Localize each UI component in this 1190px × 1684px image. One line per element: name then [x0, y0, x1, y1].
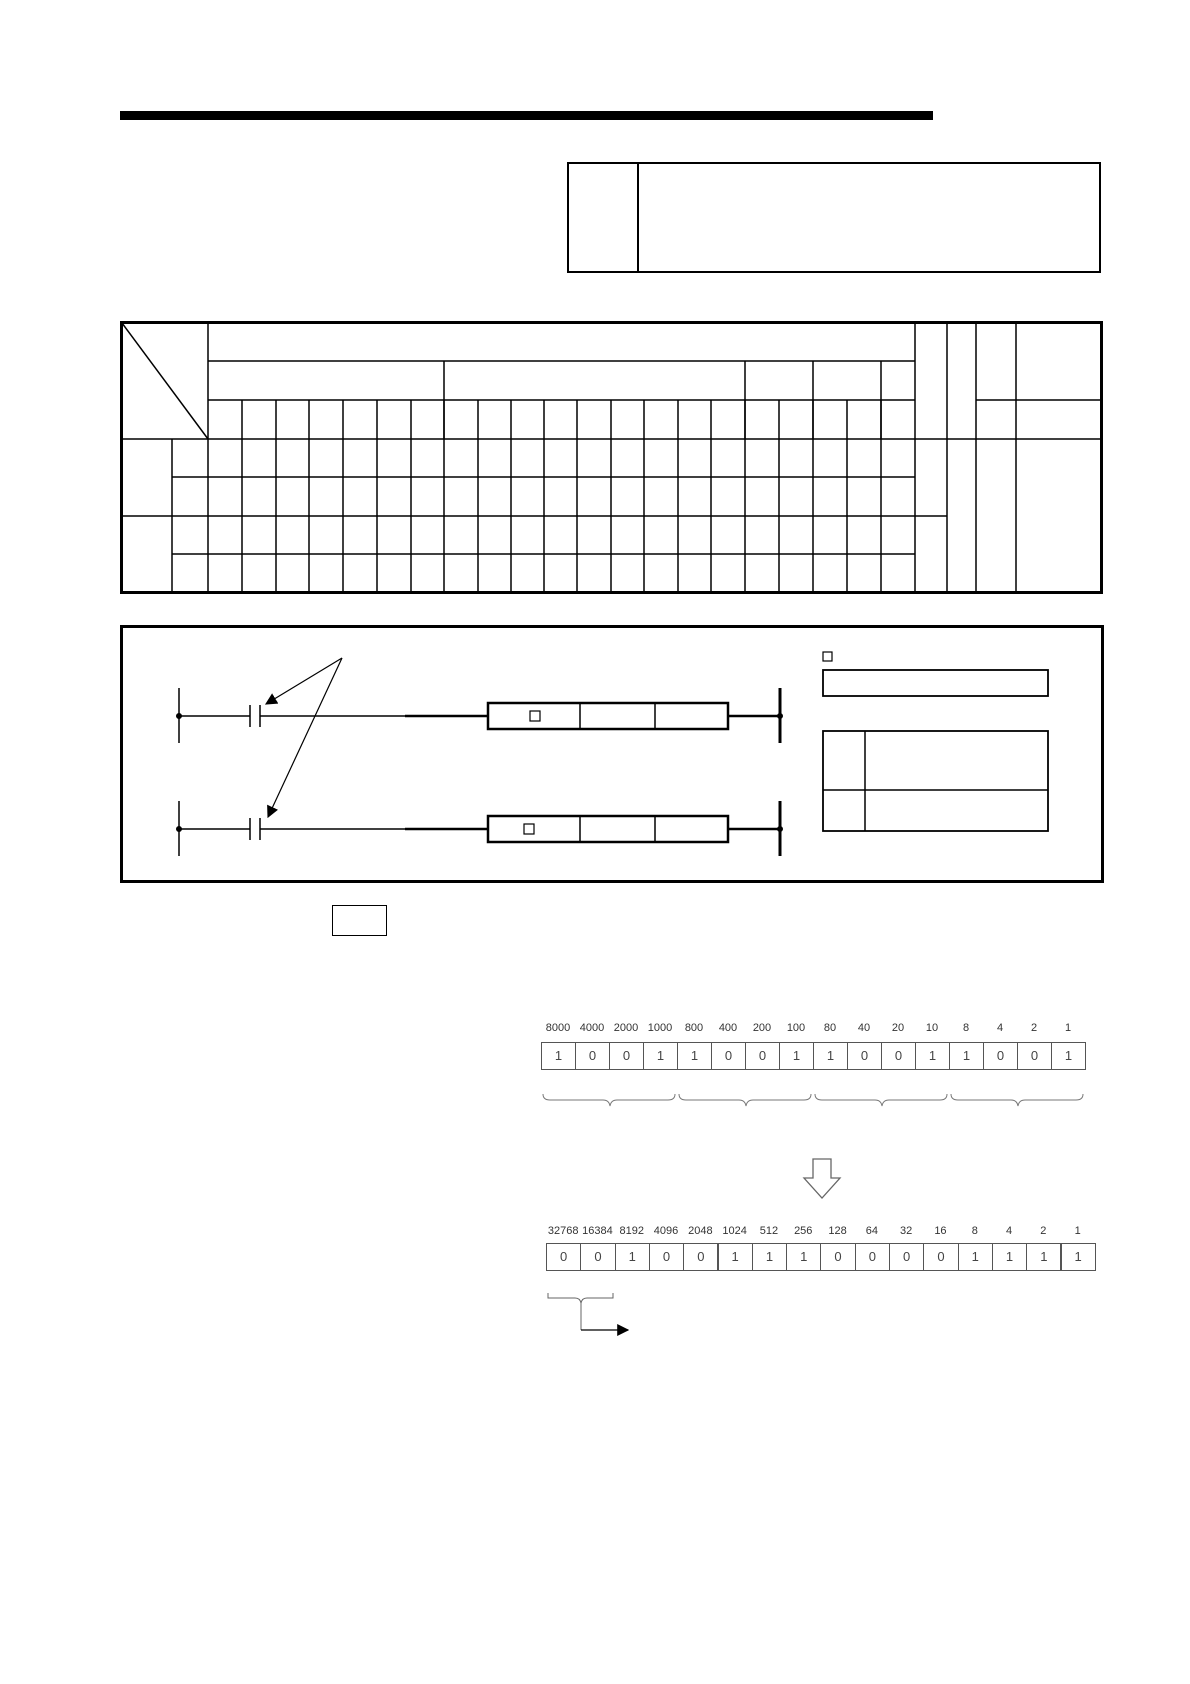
bit-cell: 1	[915, 1042, 950, 1070]
conversion-arrow-icon	[802, 1158, 842, 1200]
bit-weight-label: 8	[971, 1225, 978, 1237]
bit-cell: 0	[649, 1243, 684, 1271]
bit-cell: 0	[580, 1243, 615, 1271]
bit-weight-label: 4	[1005, 1225, 1013, 1237]
bit-cell: 1	[643, 1042, 678, 1070]
bin-diagram	[538, 1225, 1098, 1345]
device-table	[120, 321, 1103, 594]
bit-cell: 0	[889, 1243, 924, 1271]
bit-cell: 1	[949, 1042, 984, 1070]
bit-weight-label: 16384	[582, 1225, 613, 1237]
bit-weight-label: 256	[794, 1225, 813, 1237]
bit-weight-label: 4096	[653, 1225, 679, 1237]
info-box	[567, 162, 1101, 273]
bit-cell: 1	[718, 1243, 753, 1271]
bit-cell: 1	[992, 1243, 1027, 1271]
bcd-diagram	[538, 1022, 1098, 1112]
bit-weight-label: 1024	[722, 1225, 747, 1237]
bit-weight-label: 4	[996, 1022, 1004, 1034]
bit-weight-label: 100	[786, 1022, 806, 1034]
bit-cell: 0	[923, 1243, 958, 1271]
bit-weight-label: 512	[759, 1225, 779, 1237]
bit-weight-label: 20	[891, 1022, 905, 1034]
bit-weight-label: 128	[828, 1225, 847, 1237]
bit-cell: 1	[779, 1042, 814, 1070]
bit-cell: 0	[983, 1042, 1018, 1070]
bit-cell: 0	[745, 1042, 780, 1070]
bit-cell: 0	[847, 1042, 882, 1070]
bit-cell: 0	[881, 1042, 916, 1070]
bit-cell: 0	[820, 1243, 855, 1271]
bit-weight-label: 1	[1074, 1225, 1081, 1237]
bit-weight-label: 800	[684, 1022, 704, 1034]
bit-weight-label: 4000	[579, 1022, 605, 1034]
bit-cell: 0	[711, 1042, 746, 1070]
bit-weight-label: 2000	[613, 1022, 639, 1034]
bit-cell: 1	[1051, 1042, 1086, 1070]
bit-weight-label: 1	[1064, 1022, 1072, 1034]
bin-high-bits-pointer	[538, 1291, 658, 1361]
bit-cell: 0	[855, 1243, 890, 1271]
ladder-svg	[120, 625, 1104, 883]
bit-weight-label: 8192	[619, 1225, 644, 1237]
bit-weight-label: 2	[1030, 1022, 1038, 1034]
bit-weight-label: 16	[934, 1225, 947, 1237]
bit-cell: 0	[1017, 1042, 1052, 1070]
bit-cell: 1	[786, 1243, 821, 1271]
bit-cell: 1	[1026, 1243, 1061, 1271]
header-rule	[120, 111, 933, 120]
bit-weight-label: 200	[752, 1022, 772, 1034]
info-box-divider	[637, 162, 639, 273]
bit-weight-label: 400	[718, 1022, 738, 1034]
bit-weight-label: 40	[857, 1022, 871, 1034]
bit-weight-label: 1000	[647, 1022, 673, 1034]
device-table-grid	[120, 321, 1103, 594]
bit-weight-label: 10	[925, 1022, 939, 1034]
bit-weight-label: 8	[962, 1022, 970, 1034]
bit-cell: 0	[683, 1243, 718, 1271]
rung-1	[177, 688, 783, 743]
bit-weight-label: 8000	[545, 1022, 571, 1034]
reference-box	[332, 905, 387, 936]
bit-cell: 1	[541, 1042, 576, 1070]
bit-cell: 0	[546, 1243, 581, 1271]
bit-cell: 1	[677, 1042, 712, 1070]
bit-weight-label: 32768	[547, 1225, 579, 1237]
pointer-arrows	[266, 658, 342, 817]
bit-weight-label: 2	[1040, 1225, 1047, 1237]
bit-weight-label: 64	[865, 1225, 878, 1237]
bit-weight-label: 80	[823, 1022, 837, 1034]
bit-cell: 1	[615, 1243, 650, 1271]
bit-cell: 0	[575, 1042, 610, 1070]
ladder-diagram	[120, 625, 1104, 883]
ladder-legend	[823, 652, 1048, 831]
bit-weight-label: 2048	[688, 1225, 713, 1237]
bit-weight-label: 32	[900, 1225, 913, 1237]
bcd-group-braces	[538, 1092, 1098, 1122]
bit-cell: 1	[813, 1042, 848, 1070]
bit-cell: 1	[1061, 1243, 1096, 1271]
bit-cell: 1	[752, 1243, 787, 1271]
bit-cell: 1	[958, 1243, 993, 1271]
bit-cell: 0	[609, 1042, 644, 1070]
rung-2	[177, 801, 783, 856]
